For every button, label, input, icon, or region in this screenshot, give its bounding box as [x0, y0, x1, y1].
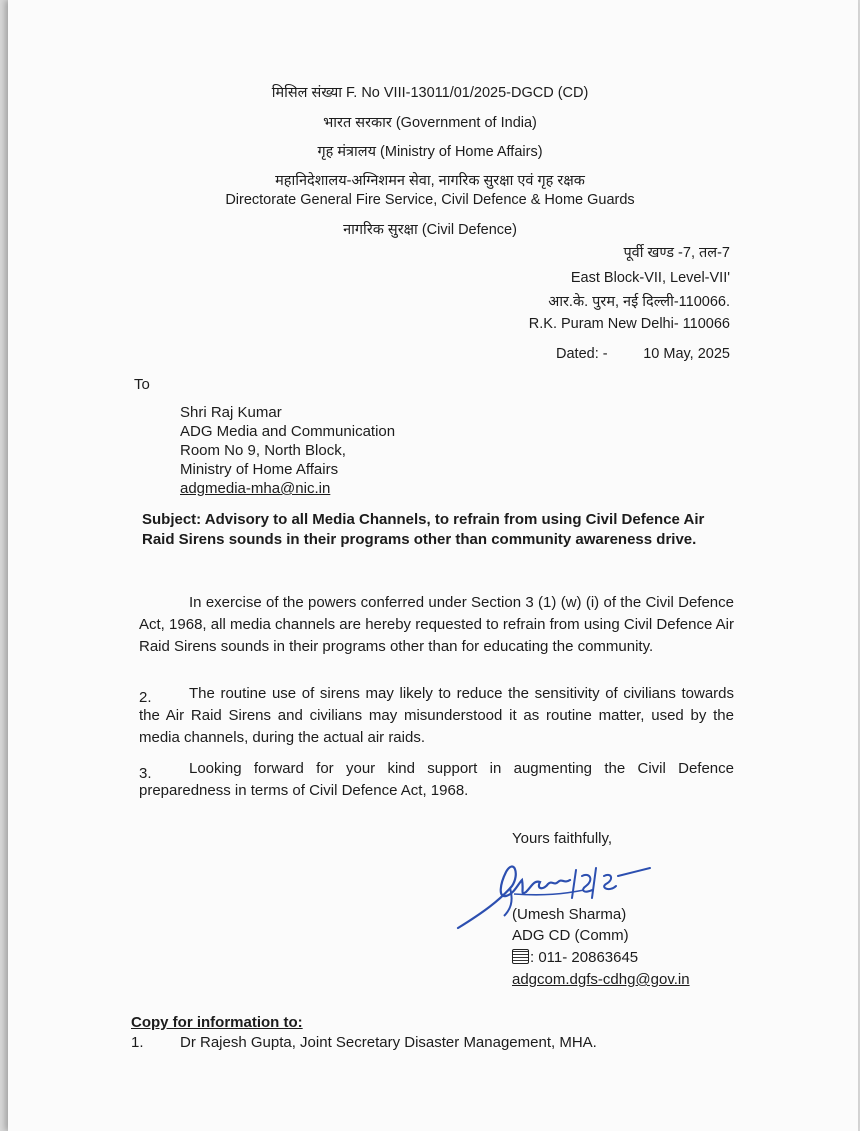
government-line: भारत सरकार (Government of India) [323, 115, 537, 131]
copy-item-1-number: 1. [131, 1034, 144, 1051]
division-line: नागरिक सुरक्षा (Civil Defence) [343, 222, 517, 238]
signatory-email[interactable]: adgcom.dgfs-cdhg@gov.in [512, 971, 690, 988]
signatory-name: (Umesh Sharma) [512, 906, 627, 923]
paragraph-2 [139, 683, 734, 749]
dated-label: Dated: - [556, 346, 608, 362]
paragraph-1: In exercise of the powers conferred under Section 3 (1) (w) (i) of the Civil Defence Act, 1968, all media channels are hereby requested to refrain from using Civil Defence Air Raid Sirens sounds in their programs other than for educating the community. [139, 594, 734, 655]
recipient-room: Room No 9, North Block, [180, 442, 346, 459]
file-number: मिसिल संख्या F. No VIII-13011/01/2025-DGCD (CD) [271, 85, 589, 101]
copy-heading: Copy for information to: [131, 1014, 303, 1031]
directorate-hindi: महानिदेशालय-अग्निशमन सेवा, नागरिक सुरक्षा एवं गृह रक्षक [275, 173, 585, 189]
recipient-name: Shri Raj Kumar [180, 404, 282, 421]
paragraph-2-number: 2. [139, 689, 152, 706]
directorate-english: Directorate General Fire Service, Civil Defence & Home Guards [225, 192, 635, 208]
address-line-3: आर.के. पुरम, नई दिल्ली-110066. [548, 294, 730, 310]
copy-item-1: Dr Rajesh Gupta, Joint Secretary Disaster Management, MHA. [180, 1034, 597, 1051]
to-label: To [134, 376, 150, 393]
paragraph-2-text: The routine use of sirens may likely to reduce the sensitivity of civilians towards the Air Raid Sirens and civilians may misunderstood it as routine matter, used by the media channels, during the actual air raids. [139, 685, 734, 746]
address-line-4: R.K. Puram New Delhi- 110066 [528, 316, 730, 332]
date-value: 10 May, 2025 [643, 346, 730, 362]
address-line-1: पूर्वी खण्ड -7, तल-7 [623, 245, 730, 261]
recipient-designation: ADG Media and Communication [180, 423, 396, 440]
recipient-email[interactable]: adgmedia-mha@nic.in [180, 480, 331, 497]
address-line-2: East Block-VII, Level-VII' [570, 270, 730, 286]
paragraph-3 [139, 758, 734, 802]
document-page [8, 0, 858, 1131]
signatory-phone: : 011- 20863645 [530, 949, 639, 966]
paragraph-3-number: 3. [139, 765, 152, 782]
telephone-icon [512, 949, 529, 964]
signatory-designation: ADG CD (Comm) [512, 927, 629, 944]
ministry-line: गृह मंत्रालय (Ministry of Home Affairs) [317, 144, 543, 160]
signatory-phone-line [512, 949, 638, 966]
subject-line: Subject: Advisory to all Media Channels, to refrain from using Civil Defence Air Raid Sirens sounds in their programs other than community awareness drive. [142, 511, 705, 548]
closing-line: Yours faithfully, [512, 830, 613, 847]
paragraph-3-text: Looking forward for your kind support in augmenting the Civil Defence preparedness in terms of Civil Defence Act, 1968. [139, 760, 734, 799]
recipient-ministry: Ministry of Home Affairs [180, 461, 339, 478]
